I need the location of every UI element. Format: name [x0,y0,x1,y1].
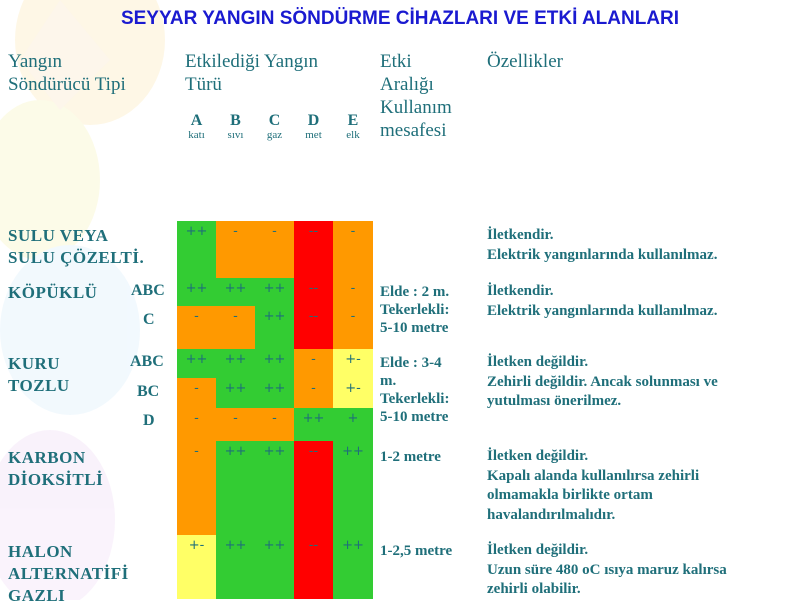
range-line: 5-10 metre [380,320,449,336]
grid-cell: +- [333,349,373,378]
grid-cell: +- [333,378,373,408]
feature-line: İletken değildir. [487,448,589,464]
fire-class-e: E elk [346,112,360,141]
feature-line: Elektrik yangınlarında kullanılmaz. [487,246,718,263]
subtype-powder-d: D [143,412,155,429]
range-line: Tekerlekli: [380,391,450,407]
fire-class-b: B sıvı [227,112,244,141]
header-line: Etkilediği Yangın [185,51,319,72]
fire-class-a: A katı [188,112,205,141]
grid-cell: - [177,408,216,441]
grid-cell: - [255,221,294,278]
grid-cell: ++ [177,278,216,306]
group-label-line: GAZLI [8,586,66,605]
grid-cell: - [333,221,373,278]
feature-line: Kapalı alanda kullanılırsa zehirli [487,467,700,484]
grid-cell: - [177,441,216,535]
effectiveness-grid [177,221,373,599]
grid-cell: ++ [294,408,333,441]
fire-class-c: C gaz [266,112,283,141]
range-line: Elde : 2 m. [380,284,450,300]
grid-cell: - [216,221,255,278]
group-halon [8,541,129,607]
grid-cell: ++ [255,378,294,408]
grid-cell: - [333,306,373,349]
features-halon [487,541,727,600]
grid-cell: -- [294,221,333,278]
range-line: Tekerlekli: [380,302,450,318]
feature-line: İletken değildir. [487,354,589,370]
group-foam: KÖPÜKLÜ [8,283,98,302]
group-co2 [8,447,103,491]
grid-cell: ++ [177,221,216,278]
header-line: Etki [380,51,412,72]
feature-line: İletken değildir. [487,542,589,558]
grid-cell: + [333,408,373,441]
range-co2: 1-2 metre [380,449,441,465]
group-label-line: ALTERNATİFİ [8,564,129,583]
grid-cell: - [294,349,333,378]
page-title: SEYYAR YANGIN SÖNDÜRME CİHAZLARI VE ETKİ ALANLARI [120,8,680,29]
grid-cell: -- [294,441,333,535]
subtype-foam-abc: ABC [131,282,165,299]
group-water [8,225,144,269]
group-label-line: SULU ÇÖZELTİ. [8,248,145,267]
grid-cell: ++ [177,349,216,378]
header-fire-type [185,50,318,96]
features-water [487,226,717,265]
group-label-line: HALON [8,542,73,561]
grid-cell: -- [294,306,333,349]
fire-class-d: D met [305,112,322,141]
group-label-line: DİOKSİTLİ [8,470,104,489]
grid-cell: - [177,378,216,408]
range-line: m. [380,373,397,389]
grid-cell: ++ [255,306,294,349]
grid-cell: - [216,408,255,441]
features-foam [487,282,717,321]
header-range [380,50,452,142]
grid-cell: -- [294,535,333,599]
group-dry-powder [8,353,70,397]
grid-cell: ++ [333,535,373,599]
feature-line: Elektrik yangınlarında kullanılmaz. [487,302,718,319]
header-features: Özellikler [487,51,563,72]
features-dry-powder [487,353,718,412]
range-halon: 1-2,5 metre [380,543,453,559]
range-foam [380,283,449,337]
feature-line: olmamakla birlikte ortam [487,487,653,503]
grid-cell: ++ [255,535,294,599]
header-line: Yangın [8,51,63,72]
grid-cell: ++ [255,349,294,378]
header-line: Söndürücü Tipi [8,74,126,95]
group-label-line: KURU [8,354,61,373]
feature-line: Uzun süre 480 oC ısıya maruz kalırsa [487,561,727,578]
grid-cell: - [294,378,333,408]
feature-line: İletkendir. [487,283,554,299]
feature-line: yutulması önerilmez. [487,393,622,409]
header-line: mesafesi [380,120,447,141]
feature-line: havalandırılmalıdır. [487,506,616,523]
grid-cell: ++ [216,378,255,408]
subtype-powder-bc: BC [137,383,160,400]
range-line: 5-10 metre [380,409,449,425]
grid-cell: - [216,306,255,349]
grid-cell: ++ [255,441,294,535]
feature-line: Zehirli değildir. Ancak solunması ve [487,373,718,390]
header-line: Kullanım [380,97,452,118]
group-label-line: SULU VEYA [8,226,109,245]
grid-cell: - [333,278,373,306]
header-extinguisher-type [8,50,126,96]
feature-line: İletkendir. [487,227,554,243]
group-label-line: KARBON [8,448,86,467]
subtype-powder-abc: ABC [130,353,164,370]
feature-line: zehirli olabilir. [487,581,581,597]
header-line: Aralığı [380,74,434,95]
grid-cell: +- [177,535,216,599]
grid-cell: ++ [333,441,373,535]
grid-cell: - [255,408,294,441]
grid-cell: ++ [216,278,255,306]
header-line: Türü [185,74,222,95]
grid-cell: ++ [216,535,255,599]
range-line: Elde : 3-4 [380,355,442,371]
group-label-line: TOZLU [8,376,70,395]
subtype-foam-c: C [143,311,155,328]
grid-cell: ++ [216,441,255,535]
features-co2 [487,447,699,525]
grid-cell: - [177,306,216,349]
grid-cell: ++ [216,349,255,378]
range-dry-powder [380,354,449,426]
grid-cell: -- [294,278,333,306]
grid-cell: ++ [255,278,294,306]
